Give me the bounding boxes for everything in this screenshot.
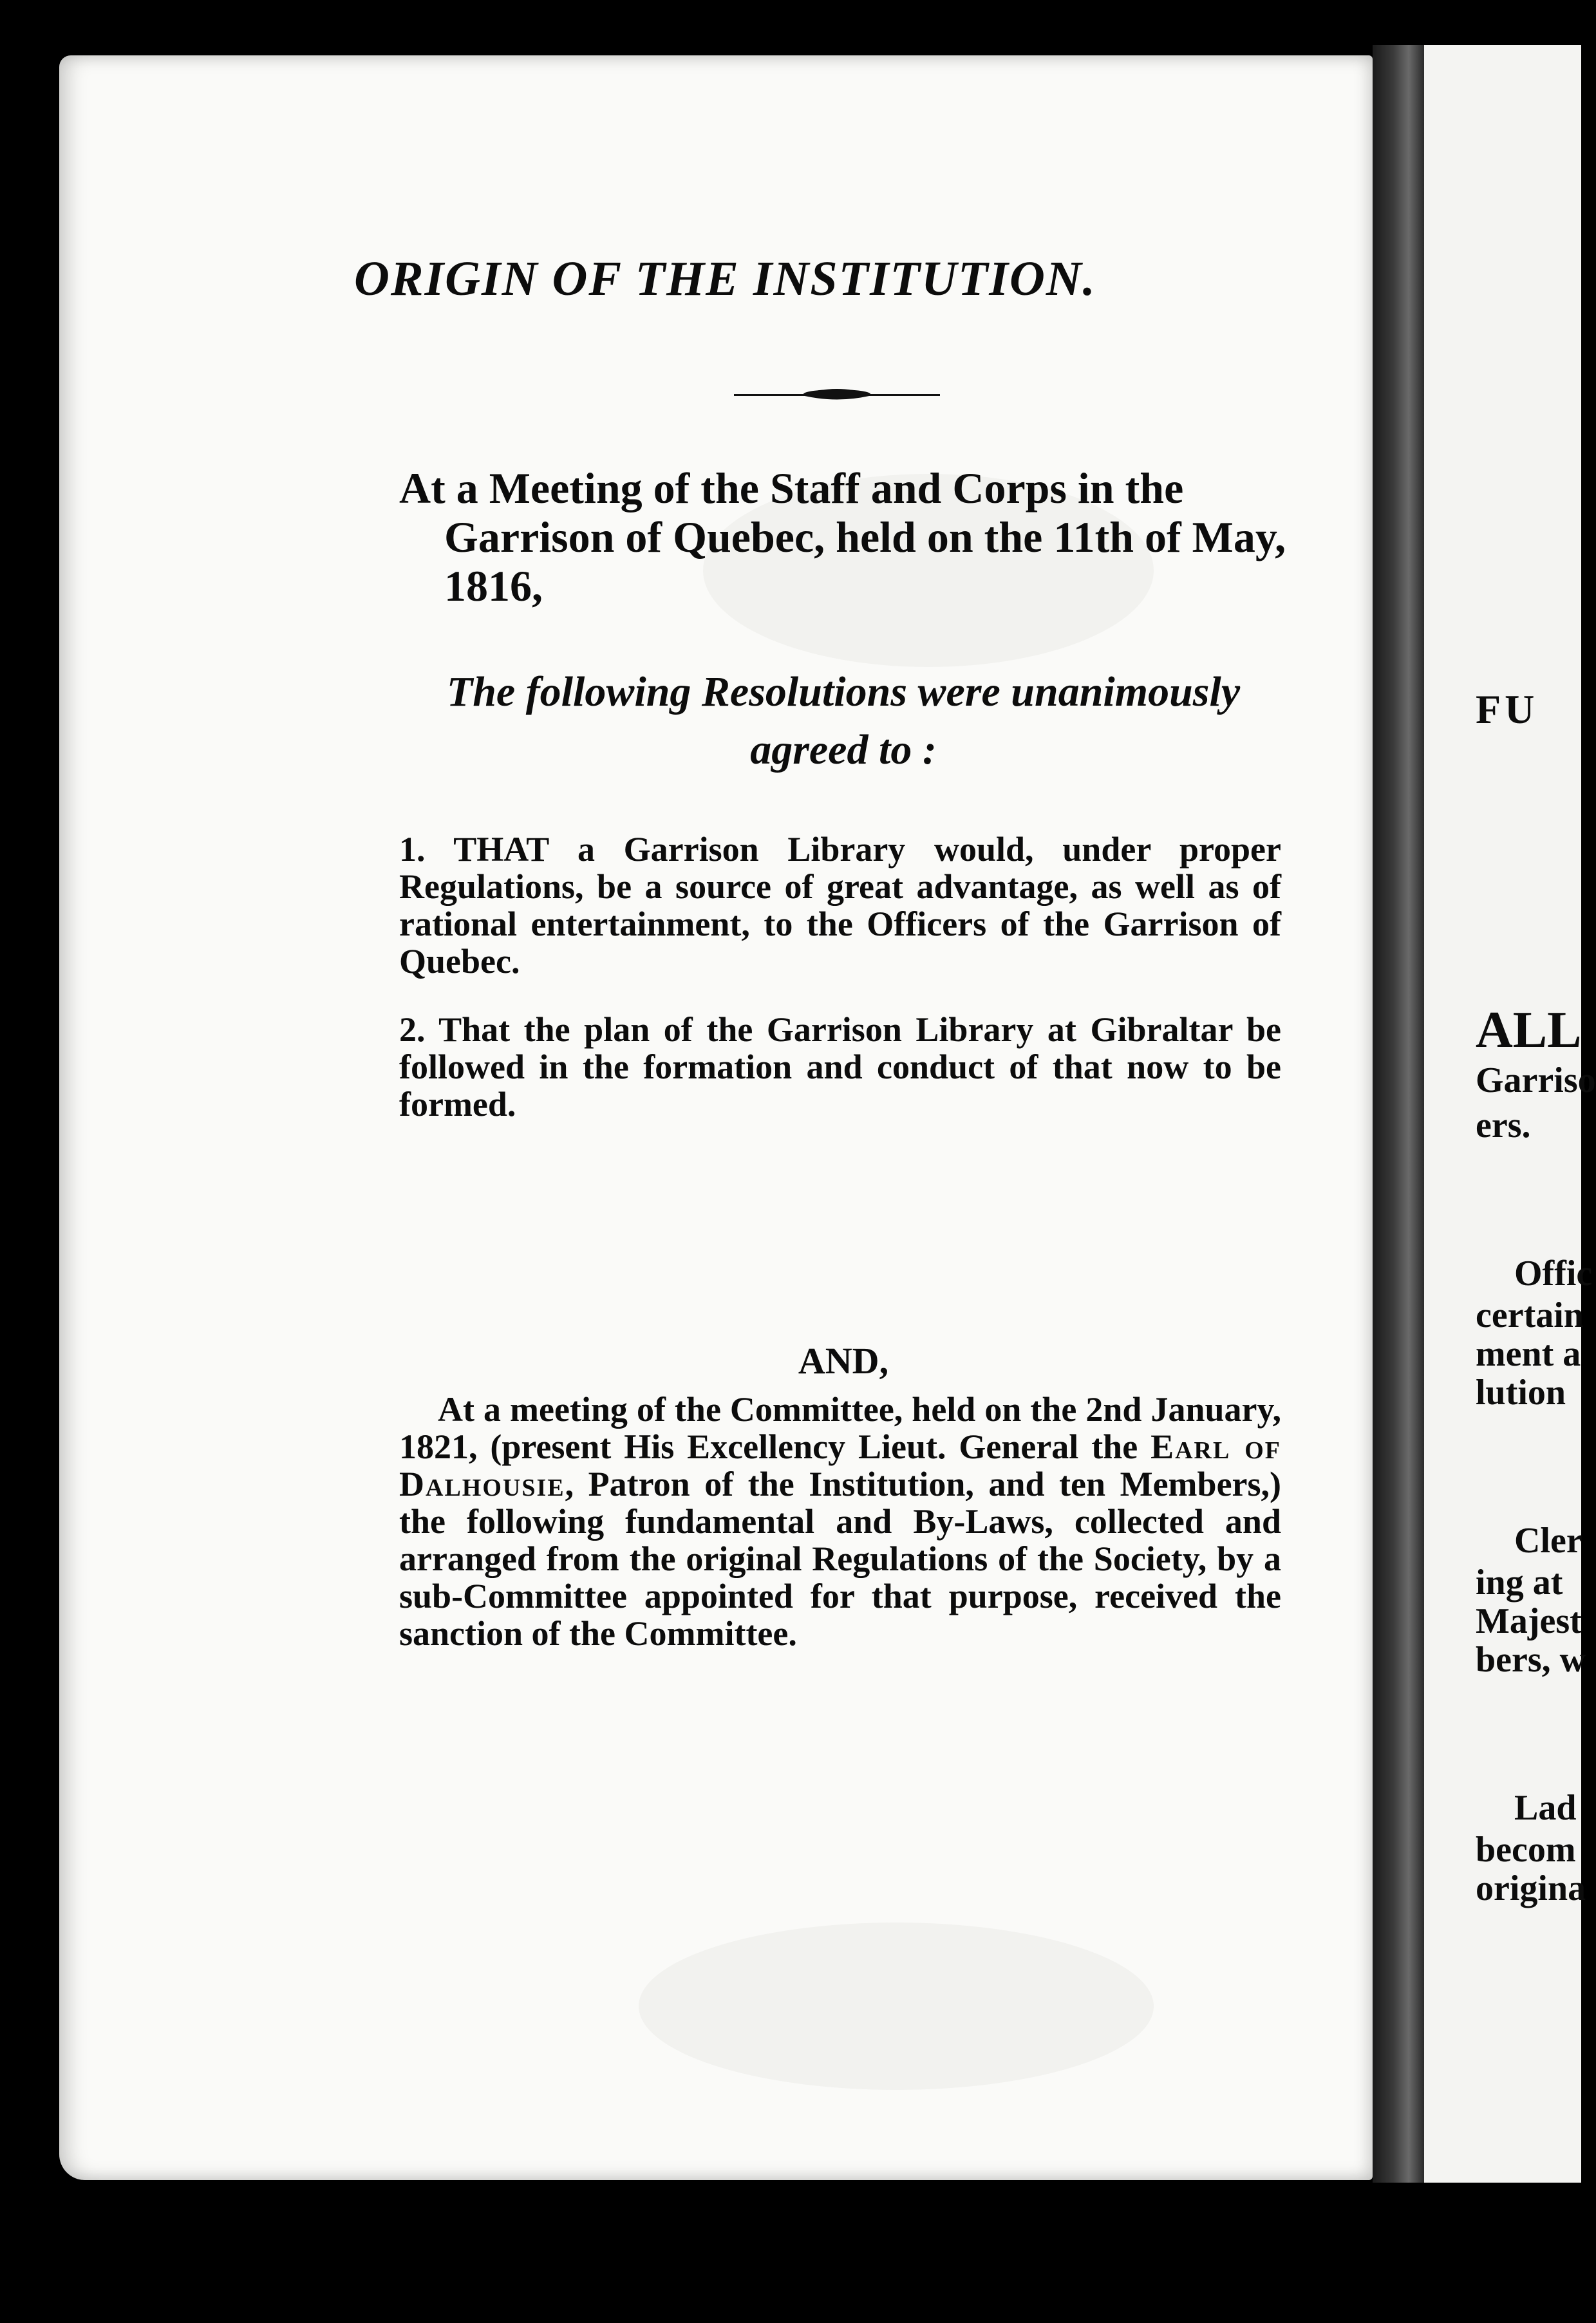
facing-page	[1424, 45, 1596, 2183]
committee-text-after: , Patron of the Institution, and ten Members,) the following fundamental and By-Laws, collected and arranged from the original Regulations of the Society, by a sub-Committee appointed for that purpose, received the sanction of the Committee.	[399, 1465, 1281, 1653]
show-through-stain	[639, 1923, 1154, 2090]
committee-paragraph	[399, 1391, 1281, 1652]
title-rule-ornament	[734, 380, 940, 406]
facing-page-fragment: certain	[1476, 1295, 1584, 1335]
resolution-text: THAT a Garrison Library would, under proper Regulations, be a source of great advantage, as well as of rational entertainment, to the Officers of the Garrison of Quebec.	[399, 830, 1281, 981]
resolution-number: 2.	[399, 1010, 426, 1049]
facing-page-fragment: ment a	[1476, 1334, 1581, 1374]
and-heading: AND,	[798, 1340, 889, 1382]
facing-page-fragment: Majest	[1476, 1601, 1582, 1641]
resolution-text: That the plan of the Garrison Library at Gibraltar be followed in the formation and conduct of that now to be formed.	[399, 1010, 1281, 1124]
facing-page-fragment: Cler	[1514, 1521, 1582, 1561]
facing-page-fragment: ers.	[1476, 1105, 1531, 1145]
book-gutter	[1373, 45, 1424, 2183]
facing-page-fragment: Offic	[1514, 1254, 1593, 1293]
facing-page-fragment: ing at	[1476, 1563, 1563, 1603]
resolutions-intro: The following Resolutions were unanimously agreed to :	[446, 668, 1241, 773]
resolution-number: 1.	[399, 830, 426, 869]
patron-name: Earl of Dalhousie	[399, 1427, 1281, 1503]
facing-page-fragment: origina	[1476, 1868, 1586, 1908]
facing-page-fragment: FU	[1476, 686, 1539, 732]
resolution-1	[399, 831, 1281, 980]
meeting-heading: At a Meeting of the Staff and Corps in the Garrison of Quebec, held on the 11th of May, 1816,	[399, 464, 1286, 610]
committee-text-before: At a meeting of the Committee, held on the 2nd January, 1821, (present His Excellency Lieut. General the	[399, 1390, 1281, 1466]
facing-page-fragment: ALL	[1476, 1002, 1582, 1058]
facing-page-fragment: Lad	[1514, 1788, 1577, 1828]
facing-page-fragment: Garriso	[1476, 1060, 1596, 1100]
facing-page-fragment: bers, w	[1476, 1640, 1586, 1680]
facing-page-fragment: lution	[1476, 1373, 1566, 1413]
facing-page-fragment: becom	[1476, 1830, 1576, 1870]
page-title: ORIGIN OF THE INSTITUTION.	[354, 252, 1096, 306]
resolution-2	[399, 1011, 1281, 1123]
